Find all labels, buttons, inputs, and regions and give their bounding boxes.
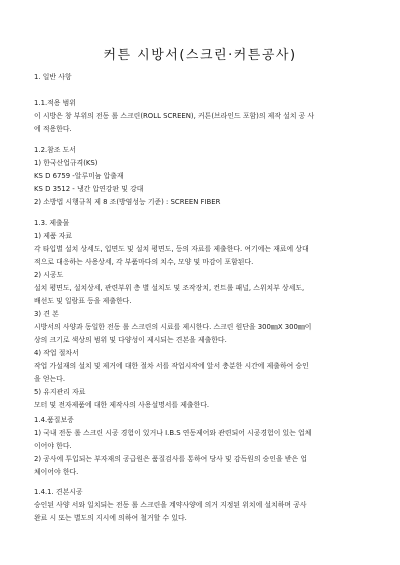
document-title: 커튼 시방서(스크린·커튼공사) — [103, 48, 297, 63]
section-1-2-line: 1) 한국산업규격(KS) — [34, 159, 98, 167]
section-1-1-heading: 1.1.적용 범위 — [34, 99, 76, 107]
section-1-4-line: 이어야 한다. — [34, 442, 72, 450]
section-1-2 — [34, 144, 370, 209]
section-1-2-heading: 1.2.참조 도서 — [34, 146, 76, 154]
section-1-3-line: 1) 제품 자료 — [34, 232, 73, 240]
section-1-3-line: 설치 평면도, 설치상세, 관련부위 층 별 설치도 및 조작장치, 컨트롤 패널, 스위치부 상세도, — [34, 284, 305, 292]
section-1-3-line: 시방서의 사양과 동일한 전동 롤 스크린의 시료를 제시한다. 스크린 원단을 300㎜X 300㎜이 — [34, 323, 312, 331]
section-1-2-line: KS D 6759 -알루미늄 압출재 — [34, 172, 124, 180]
section-1-1 — [34, 97, 370, 136]
section-1-4-1-line: 승인된 사양 서와 일치되는 전동 롤 스크린을 계약사양에 의거 지정된 위치에 설치하며 공사 — [34, 501, 307, 509]
section-1-3-heading: 1.3. 제출물 — [34, 219, 70, 227]
section-1-3-line: 을 얻는다. — [34, 375, 66, 383]
section-1-4-line: 체이어야 한다. — [34, 468, 79, 476]
section-1-3-line: 4) 작업 절차서 — [34, 349, 79, 357]
section-1-1-line: 에 적용한다. — [34, 125, 72, 133]
section-1-3-line: 5) 유지관리 자료 — [34, 388, 86, 396]
section-1-3-line: 모터 및 전자제품에 대한 제작사의 사용설명서를 제출한다. — [34, 401, 210, 409]
section-1-3-line: 작업 가설재의 설치 및 제거에 대한 절차 서를 작업시작에 앞서 충분한 시간에 제출하여 승인 — [34, 362, 309, 370]
section-1-4 — [34, 414, 370, 479]
section-1-4-1-line: 완료 시 또는 별도의 지시에 의하여 철거할 수 있다. — [34, 514, 187, 522]
section-1-3-line: 3) 견 본 — [34, 310, 59, 318]
section-1-1-line: 이 시방은 창 부위의 전동 롤 스크린(ROLL SCREEN), 커튼(브라인드 포함)의 제작 설치 공 사 — [34, 112, 315, 120]
section-1-4-line: 1) 국내 전동 롤 스크린 시공 경험이 있거나 I.B.S 연동제어와 관련되어 시공경험이 있는 업체 — [34, 429, 312, 437]
section-1-4-line: 2) 공사에 투입되는 부자재의 공급원은 품질검사를 통하여 당사 및 감독원의 승인을 받은 업 — [34, 455, 307, 463]
section-1-3-line: 적으로 대응하는 사용상세, 각 부품마다의 치수, 모양 및 마감이 포함된다. — [34, 258, 254, 266]
section-1-4-1 — [34, 486, 370, 525]
section-1-2-line: KS D 3512 - 냉간 압연강판 및 강대 — [34, 185, 144, 193]
section-1-heading: 1. 일반 사항 — [34, 73, 72, 81]
section-1-4-1-heading: 1.4.1. 견본시공 — [34, 488, 83, 496]
section-1-3-line: 상의 크기로 색상의 범위 및 다양성이 제시되는 견본을 제출한다. — [34, 336, 227, 344]
section-1-2-line: 2) 소방법 시행규칙 제 8 조(방염성능 기준) : SCREEN FIBER — [34, 198, 221, 206]
section-1-3-line: 배선도 및 일람표 등을 제출한다. — [34, 297, 132, 305]
section-1-3-line: 2) 시공도 — [34, 271, 64, 279]
section-1-3-line: 각 타입별 설치 상세도, 입면도 및 설치 평면도, 등의 자료를 제출한다. 여기에는 재료에 상대 — [34, 245, 309, 253]
section-1-3 — [34, 217, 370, 412]
section-1-4-heading: 1.4.품질보증 — [34, 416, 74, 424]
